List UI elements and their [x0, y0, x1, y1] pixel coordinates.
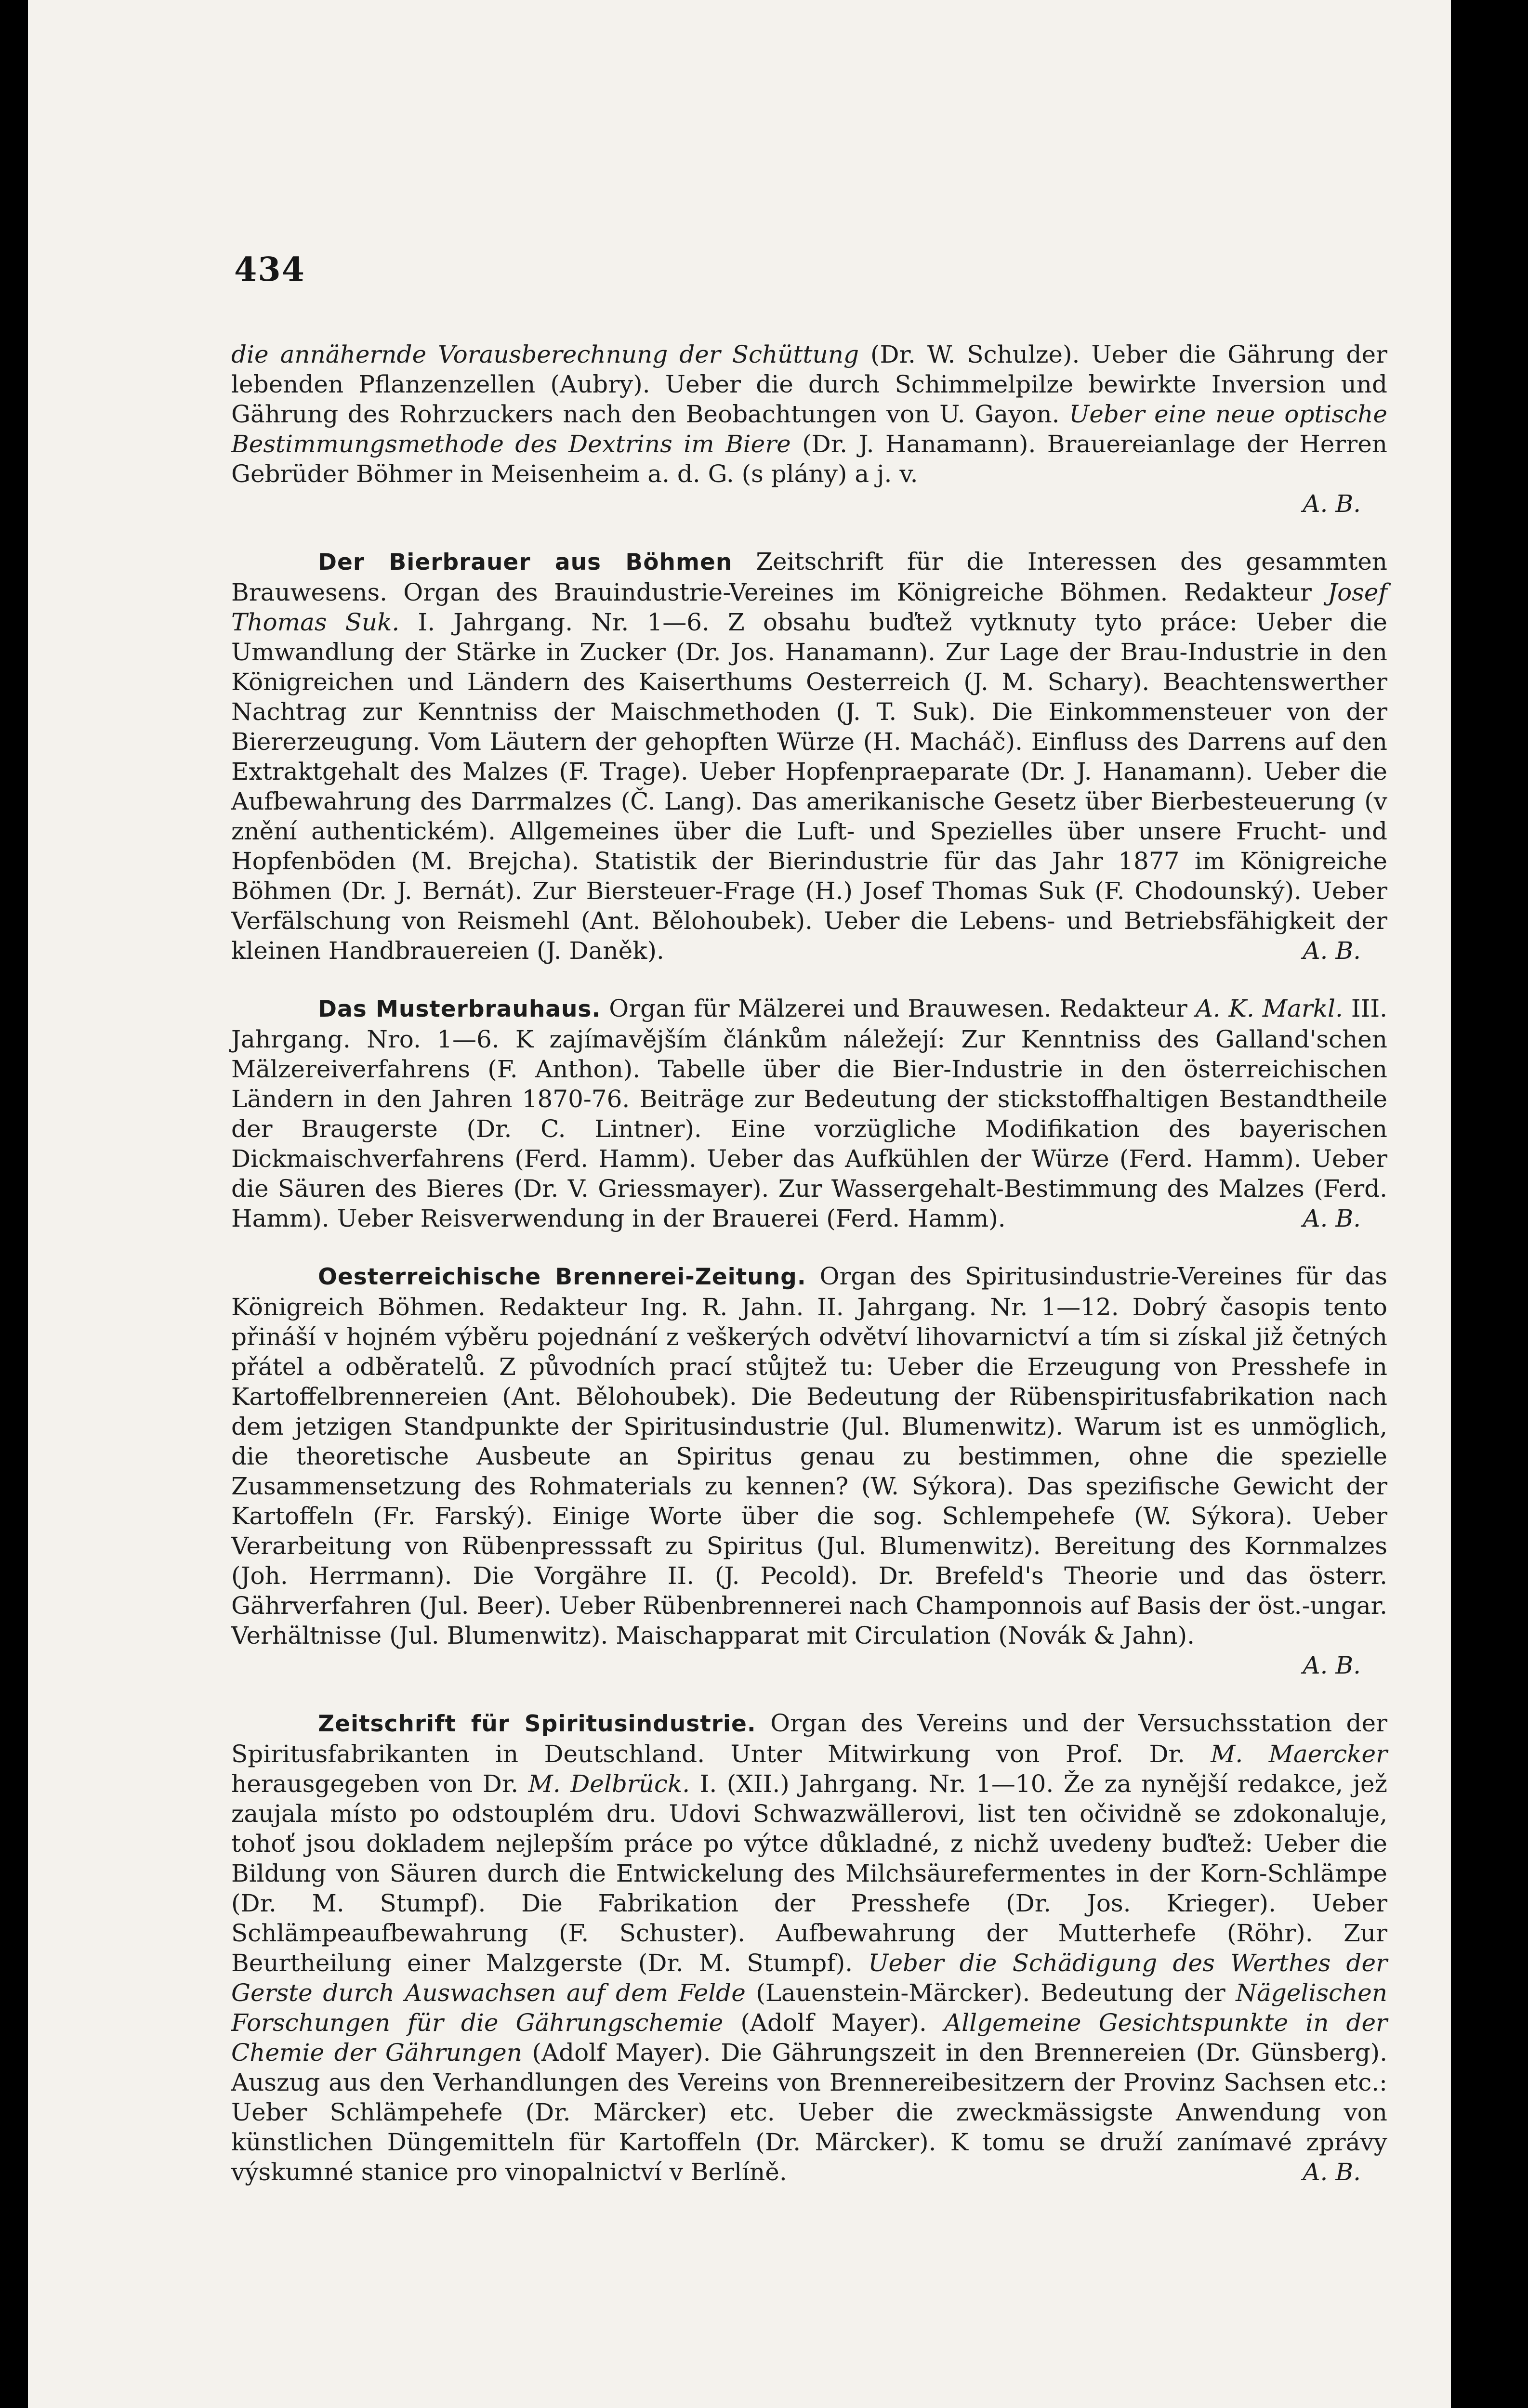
section-title: Der Bierbrauer aus Böhmen [318, 549, 733, 576]
section-text: Organ für Mälzerei und Brauwesen. Redakteur [601, 995, 1196, 1022]
section-editor: M. Maercker [1211, 1740, 1387, 1768]
section-text: Zeitschrift für die Interessen des gesammten Brauwesens. Organ des Brauindustrie-Vereines im Königreiche Böhmen. Redakteur [231, 548, 1387, 606]
section-italic-title: Ueber die Schädigung des Werthes der Gerste durch Auswachsen auf dem Felde [231, 1949, 1388, 2007]
section-text: Organ des Spiritusindustrie-Vereines für das Königreich Böhmen. Redakteur Ing. R. Jahn. II. Jahrgang. Nr. 1—12. Dobrý časopis tento přináší v hojném výběru pojednání z veškerých odvětví lihovarnictví a tím si získal již četných přátel a odběratelů. Z původních prací stůjtež tu: Ueber die Erzeugung von Presshefe in Kartoffelbrennereien (Ant. Bělohoubek). Die Bedeutung der Rübenspiritusfabrikation nach dem jetzigen Standpunkte der Spiritusindustrie (Jul. Blumenwitz). Warum ist es unmöglich, die theoretische Ausbeute an Spiritus genau zu bestimmen, ohne die spezielle Zusammensetzung des Rohmaterials zu kennen? (W. Sýkora). Das spezifische Gewicht der Kartoffeln (Fr. Farský). Einige Worte über die sog. Schlempehefe (W. Sýkora). Ueber Verarbeitung von Rübenpresssaft zu Spiritus (Jul. Blumenwitz). Bereitung des Kornmalzes (Joh. Herrmann). Die Vorgähre II. (J. Pecold). Dr. Brefeld's Theorie und das österr. Gährverfahren (Jul. Beer). Ueber Rübenbrennerei nach Champonnois auf Basis der öst.-ungar. Verhältnisse (Jul. Blumenwitz). Maischapparat mit Circulation (Novák & Jahn). [231, 1262, 1387, 1649]
intro-italic-title: die annähernde Vorausberechnung der Schüttung [231, 340, 859, 368]
section-text-2: I. Jahrgang. Nr. 1—6. Z obsahu buďtež vytknuty tyto práce: Ueber die Umwandlung der Stärke in Zucker (Dr. Jos. Hanamann). Zur Lage der Brau-Industrie in den Königreichen und Ländern des Kaiserthums Oesterreich (J. M. Schary). Beachtenswerther Nachtrag zur Kenntniss der Maischmethoden (J. T. Suk). Die Einkommensteuer von der Biererzeugung. Vom Läutern der gehopften Würze (H. Macháč). Einfluss des Darrens auf den Extraktgehalt des Malzes (F. Trage). Ueber Hopfenpraeparate (Dr. J. Hanamann). Ueber die Aufbewahrung des Darrmalzes (Č. Lang). Das amerikanische Gesetz über Bierbesteuerung (v znění authentickém). Allgemeines über die Luft- und Spezielles über unsere Frucht- und Hopfenböden (M. Brejcha). Statistik der Bierindustrie für das Jahr 1877 im Königreiche Böhmen (Dr. J. Bernát). Zur Biersteuer-Frage (H.) Josef Thomas Suk (F. Chodounský). Ueber Verfälschung von Reismehl (Ant. Bělohoubek). Ueber die Lebens- und Betriebsfähigkeit der kleinen Handbrauereien (J. Daněk). [231, 608, 1387, 965]
signature: A. B. [1303, 1204, 1361, 1232]
signature: A. B. [1303, 490, 1361, 518]
section-text: Organ des Vereins und der Versuchsstation der Spiritusfabrikanten in Deutschland. Unter Mitwirkung von Prof. Dr. [231, 1709, 1388, 1768]
book-page [28, 0, 1451, 2408]
section-text-4: (Lauenstein-Märcker). Bedeutung der [745, 1979, 1236, 2007]
section-text-2: III. Jahrgang. Nro. 1—6. K zajímavějším článkům náležejí: Zur Kenntniss des Galland'schen Mälzereiverfahrens (F. Anthon). Tabelle über die Bier-Industrie in den österreichischen Ländern in den Jahren 1870-76. Beiträge zur Bedeutung der stickstoffhaltigen Bestandtheile der Braugerste (Dr. C. Lintner). Eine vorzügliche Modifikation des bayerischen Dickmaischverfahrens (Ferd. Hamm). Ueber das Aufkühlen der Würze (Ferd. Hamm). Ueber die Säuren des Bieres (Dr. V. Griessmayer). Zur Wassergehalt-Bestimmung des Malzes (Ferd. Hamm). Ueber Reisverwendung in der Brauerei (Ferd. Hamm). [231, 995, 1388, 1232]
section-text-2: herausgegeben von Dr. [231, 1770, 528, 1798]
section-title: Das Musterbrauhaus. [318, 996, 601, 1022]
intro-text: (Dr. W. Schulze). Ueber die Gährung der lebenden Pflanzenzellen (Aubry). Ueber die durch Schimmelpilze bewirkte Inversion und Gährung des Rohrzuckers nach den Beobachtungen von U. Gayon. [231, 340, 1387, 428]
section-italic-title-2: Nägelischen Forschungen für die Gährungschemie [231, 1979, 1387, 2037]
signature: A. B. [1303, 937, 1361, 965]
section-text-5: (Adolf Mayer). [723, 2009, 944, 2037]
section-spiritusindustrie [231, 1708, 1387, 2187]
section-text-3: I. (XII.) Jahrgang. Nr. 1—10. Že za nynější redakce, jež zaujala místo po odstouplém dru. Udovi Schwazwällerovi, list ten očividně se zdokonaluje, tohoť jsou dokladem nejlepším práce po výtce důkladné, z nichž uvedeny buďtež: Ueber die Bildung von Säuren durch die Entwickelung des Milchsäurefermentes in der Korn-Schlämpe (Dr. M. Stumpf). Die Fabrikation der Presshefe (Dr. Jos. Krieger). Ueber Schlämpeaufbewahrung (F. Schuster). Aufbewahrung der Mutterhefe (Röhr). Zur Beurtheilung einer Malzgerste (Dr. M. Stumpf). [231, 1770, 1387, 1977]
section-title: Oesterreichische Brennerei-Zeitung. [318, 1264, 806, 1290]
section-editor-2: M. Delbrück. [528, 1770, 690, 1798]
signature: A. B. [1303, 1651, 1361, 1679]
section-editor: A. K. Markl. [1195, 995, 1343, 1022]
section-italic-title-3: Allgemeine Gesichtspunkte in der Chemie der Gährungen [231, 2009, 1388, 2067]
intro-paragraph [231, 340, 1387, 519]
page-number: 434 [234, 250, 305, 289]
section-title: Zeitschrift für Spiritusindustrie. [318, 1711, 756, 1737]
signature: A. B. [1303, 2158, 1361, 2186]
section-brennerei-zeitung [231, 1261, 1387, 1680]
section-bierbrauer [231, 547, 1387, 966]
section-musterbrauhaus [231, 994, 1387, 1233]
section-editor: Josef Thomas Suk. [231, 578, 1387, 636]
intro-italic-title-2: Ueber eine neue optische Bestimmungsmethode des Dextrins im Biere [231, 400, 1387, 458]
section-text-6: (Adolf Mayer). Die Gährungszeit in den Brennereien (Dr. Günsberg). Auszug aus den Verhandlungen des Vereins von Brennereibesitzern der Provinz Sachsen etc.: Ueber Schlämpehefe (Dr. Märcker) etc. Ueber die zweckmässigste Anwendung von künstlichen Düngemitteln für Kartoffeln (Dr. Märcker). K tomu se druží zanímavé zprávy výskumné stanice pro vinopalnictví v Berlíně. [231, 2039, 1387, 2186]
intro-text-2: (Dr. J. Hanamann). Brauereianlage der Herren Gebrüder Böhmer in Meisenheim a. d. G. (s plány) a j. v. [231, 430, 1387, 488]
text-column [231, 340, 1387, 2187]
